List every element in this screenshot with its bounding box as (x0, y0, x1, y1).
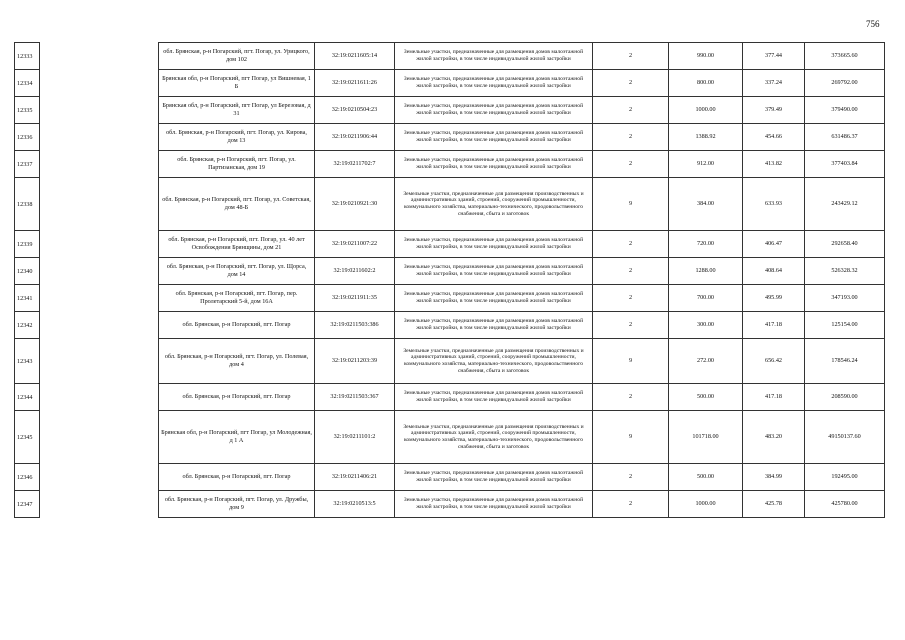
area-cell: 500.00 (669, 464, 743, 491)
group-cell: 2 (593, 43, 669, 70)
id-row (15, 231, 40, 258)
cadastral-number-cell: 32:19:0211611:26 (315, 70, 395, 97)
specific-value-cell: 417.18 (743, 384, 805, 411)
specific-value-cell: 656.42 (743, 339, 805, 384)
id-row (15, 97, 40, 124)
id-row (15, 384, 40, 411)
id-row (15, 411, 40, 464)
record-id: 12334 (15, 70, 40, 97)
table-row (159, 43, 885, 70)
table-row (159, 491, 885, 518)
id-row (15, 178, 40, 231)
area-cell: 101718.00 (669, 411, 743, 464)
address-cell: обл. Брянская, р-н Погарский, пгт. Погар, ул. Полевая, дом 4 (159, 339, 315, 384)
record-id: 12337 (15, 151, 40, 178)
specific-value-cell: 337.24 (743, 70, 805, 97)
cadastral-number-cell: 32:19:0211605:14 (315, 43, 395, 70)
cadastral-value-cell: 243429.12 (805, 178, 885, 231)
record-id: 12341 (15, 285, 40, 312)
address-cell: обл. Брянская, р-н Погарский, пгт. Погар (159, 464, 315, 491)
record-id: 12339 (15, 231, 40, 258)
cadastral-value-table (158, 42, 885, 518)
address-cell: Брянская обл, р-н Погарский, пгт Погар, ул Вишневая, 1 Б (159, 70, 315, 97)
cadastral-value-cell: 192495.00 (805, 464, 885, 491)
specific-value-cell: 384.99 (743, 464, 805, 491)
address-cell: обл. Брянская, р-н Погарский, пгт. Погар, ул. Дружбы, дом 9 (159, 491, 315, 518)
area-cell: 1388.92 (669, 124, 743, 151)
record-id: 12342 (15, 312, 40, 339)
record-id: 12343 (15, 339, 40, 384)
group-cell: 2 (593, 491, 669, 518)
specific-value-cell: 413.82 (743, 151, 805, 178)
id-row (15, 124, 40, 151)
area-cell: 384.00 (669, 178, 743, 231)
specific-value-cell: 379.49 (743, 97, 805, 124)
specific-value-cell: 633.93 (743, 178, 805, 231)
group-cell: 2 (593, 70, 669, 97)
record-id: 12346 (15, 464, 40, 491)
record-id: 12345 (15, 411, 40, 464)
cadastral-number-cell: 32:19:0211911:35 (315, 285, 395, 312)
group-cell: 9 (593, 411, 669, 464)
id-row (15, 464, 40, 491)
cadastral-number-cell: 32:19:0210513:5 (315, 491, 395, 518)
group-cell: 9 (593, 339, 669, 384)
group-cell: 2 (593, 231, 669, 258)
table-row (159, 258, 885, 285)
id-row (15, 70, 40, 97)
cadastral-number-cell: 32:19:0211101:2 (315, 411, 395, 464)
address-cell: обл. Брянская, р-н Погарский, пгт. Погар (159, 312, 315, 339)
table-row (159, 151, 885, 178)
address-cell: обл. Брянская, р-н Погарский, пгт. Погар (159, 384, 315, 411)
land-use-cell: Земельные участки, предназначенные для размещения домов малоэтажной жилой застройки, в том числе индивидуальной жилой застройки (395, 491, 593, 518)
id-row (15, 258, 40, 285)
address-cell: обл. Брянская, р-н Погарский, пгт. Погар, ул. Урицкого, дом 102 (159, 43, 315, 70)
area-cell: 800.00 (669, 70, 743, 97)
cadastral-value-cell: 373665.60 (805, 43, 885, 70)
group-cell: 2 (593, 151, 669, 178)
id-row (15, 285, 40, 312)
land-use-cell: Земельные участки, предназначенные для размещения домов малоэтажной жилой застройки, в том числе индивидуальной жилой застройки (395, 258, 593, 285)
specific-value-cell: 377.44 (743, 43, 805, 70)
cadastral-number-cell: 32:19:0211406:21 (315, 464, 395, 491)
specific-value-cell: 406.47 (743, 231, 805, 258)
land-use-cell: Земельные участки, предназначенные для размещения домов малоэтажной жилой застройки, в том числе индивидуальной жилой застройки (395, 231, 593, 258)
area-cell: 720.00 (669, 231, 743, 258)
cadastral-number-cell: 32:19:0211702:7 (315, 151, 395, 178)
specific-value-cell: 417.18 (743, 312, 805, 339)
area-cell: 912.00 (669, 151, 743, 178)
specific-value-cell: 454.66 (743, 124, 805, 151)
id-row (15, 491, 40, 518)
specific-value-cell: 495.99 (743, 285, 805, 312)
record-id: 12347 (15, 491, 40, 518)
group-cell: 2 (593, 97, 669, 124)
area-cell: 990.00 (669, 43, 743, 70)
cadastral-number-cell: 32:19:0211906:44 (315, 124, 395, 151)
specific-value-cell: 408.64 (743, 258, 805, 285)
table-row (159, 178, 885, 231)
address-cell: обл. Брянская, р-н Погарский, пгт. Погар, ул. Щорса, дом 14 (159, 258, 315, 285)
cadastral-value-cell: 377403.84 (805, 151, 885, 178)
cadastral-number-cell: 32:19:0211503:386 (315, 312, 395, 339)
cadastral-value-cell: 292658.40 (805, 231, 885, 258)
id-row (15, 151, 40, 178)
record-id: 12344 (15, 384, 40, 411)
id-row (15, 43, 40, 70)
record-id: 12333 (15, 43, 40, 70)
cadastral-value-cell: 631486.37 (805, 124, 885, 151)
record-id: 12336 (15, 124, 40, 151)
group-cell: 2 (593, 124, 669, 151)
land-use-cell: Земельные участки, предназначенные для размещения домов малоэтажной жилой застройки, в том числе индивидуальной жилой застройки (395, 70, 593, 97)
land-use-cell: Земельные участки, предназначенные для размещения домов малоэтажной жилой застройки, в том числе индивидуальной жилой застройки (395, 97, 593, 124)
group-cell: 2 (593, 464, 669, 491)
cadastral-value-cell: 347193.00 (805, 285, 885, 312)
cadastral-number-cell: 32:19:0211602:2 (315, 258, 395, 285)
cadastral-value-cell: 425780.00 (805, 491, 885, 518)
id-column-table (14, 42, 40, 518)
table-row (159, 411, 885, 464)
cadastral-value-cell: 526328.32 (805, 258, 885, 285)
page-number: 756 (866, 19, 880, 29)
area-cell: 272.00 (669, 339, 743, 384)
group-cell: 9 (593, 178, 669, 231)
cadastral-value-cell: 269792.00 (805, 70, 885, 97)
land-use-cell: Земельные участки, предназначенные для размещения домов малоэтажной жилой застройки, в том числе индивидуальной жилой застройки (395, 464, 593, 491)
cadastral-value-cell: 49150137.60 (805, 411, 885, 464)
area-cell: 1288.00 (669, 258, 743, 285)
address-cell: обл. Брянская, р-н Погарский, пгт. Погар, ул. Кирова, дом 13 (159, 124, 315, 151)
record-id: 12338 (15, 178, 40, 231)
address-cell: Брянская обл, р-н Погарский, пгт Погар, ул Молодежная, д 1 А (159, 411, 315, 464)
cadastral-value-cell: 208590.00 (805, 384, 885, 411)
land-use-cell: Земельные участки, предназначенные для размещения домов малоэтажной жилой застройки, в том числе индивидуальной жилой застройки (395, 124, 593, 151)
area-cell: 700.00 (669, 285, 743, 312)
cadastral-number-cell: 32:19:0211203:39 (315, 339, 395, 384)
table-row (159, 464, 885, 491)
address-cell: Брянская обл, р-н Погарский, пгт Погар, ул Березовая, д 31 (159, 97, 315, 124)
cadastral-number-cell: 32:19:0211503:367 (315, 384, 395, 411)
table-row (159, 231, 885, 258)
specific-value-cell: 483.20 (743, 411, 805, 464)
cadastral-number-cell: 32:19:0210921:30 (315, 178, 395, 231)
table-row (159, 339, 885, 384)
group-cell: 2 (593, 384, 669, 411)
address-cell: обл. Брянская, р-н Погарский, пгт. Погар, ул. Партизанская, дом 19 (159, 151, 315, 178)
record-id: 12335 (15, 97, 40, 124)
area-cell: 300.00 (669, 312, 743, 339)
address-cell: обл. Брянская, р-н Погарский, пгт. Погар, ул. 40 лет Освобождения Брянщины, дом 21 (159, 231, 315, 258)
id-row (15, 312, 40, 339)
land-use-cell: Земельные участки, предназначенные для размещения производственных и административных зданий, строений, сооружений промышленности, коммунального хозяйства, материально-технического, продовольственного снабжения, сбыта и заготовок (395, 339, 593, 384)
cadastral-value-cell: 125154.00 (805, 312, 885, 339)
id-row (15, 339, 40, 384)
land-use-cell: Земельные участки, предназначенные для размещения домов малоэтажной жилой застройки, в том числе индивидуальной жилой застройки (395, 43, 593, 70)
table-row (159, 124, 885, 151)
address-cell: обл. Брянская, р-н Погарский, пгт. Погар, пер. Пролетарский 5-й, дом 16А (159, 285, 315, 312)
table-row (159, 70, 885, 97)
group-cell: 2 (593, 285, 669, 312)
table-row (159, 285, 885, 312)
cadastral-value-cell: 178546.24 (805, 339, 885, 384)
area-cell: 1000.00 (669, 97, 743, 124)
group-cell: 2 (593, 258, 669, 285)
cadastral-number-cell: 32:19:0210504:23 (315, 97, 395, 124)
cadastral-number-cell: 32:19:0211007:22 (315, 231, 395, 258)
cadastral-value-cell: 379490.00 (805, 97, 885, 124)
land-use-cell: Земельные участки, предназначенные для размещения домов малоэтажной жилой застройки, в том числе индивидуальной жилой застройки (395, 151, 593, 178)
table-row (159, 312, 885, 339)
specific-value-cell: 425.78 (743, 491, 805, 518)
address-cell: обл. Брянская, р-н Погарский, пгт. Погар, ул. Советская, дом 48-Б (159, 178, 315, 231)
land-use-cell: Земельные участки, предназначенные для размещения производственных и административных зданий, строений, сооружений промышленности, коммунального хозяйства, материально-технического, продовольственного снабжения, сбыта и заготовок (395, 411, 593, 464)
land-use-cell: Земельные участки, предназначенные для размещения домов малоэтажной жилой застройки, в том числе индивидуальной жилой застройки (395, 384, 593, 411)
land-use-cell: Земельные участки, предназначенные для размещения домов малоэтажной жилой застройки, в том числе индивидуальной жилой застройки (395, 285, 593, 312)
area-cell: 500.00 (669, 384, 743, 411)
land-use-cell: Земельные участки, предназначенные для размещения домов малоэтажной жилой застройки, в том числе индивидуальной жилой застройки (395, 312, 593, 339)
area-cell: 1000.00 (669, 491, 743, 518)
group-cell: 2 (593, 312, 669, 339)
record-id: 12340 (15, 258, 40, 285)
table-row (159, 384, 885, 411)
table-row (159, 97, 885, 124)
land-use-cell: Земельные участки, предназначенные для размещения производственных и административных зданий, строений, сооружений промышленности, коммунального хозяйства, материально-технического, продовольственного снабжения, сбыта и заготовок (395, 178, 593, 231)
